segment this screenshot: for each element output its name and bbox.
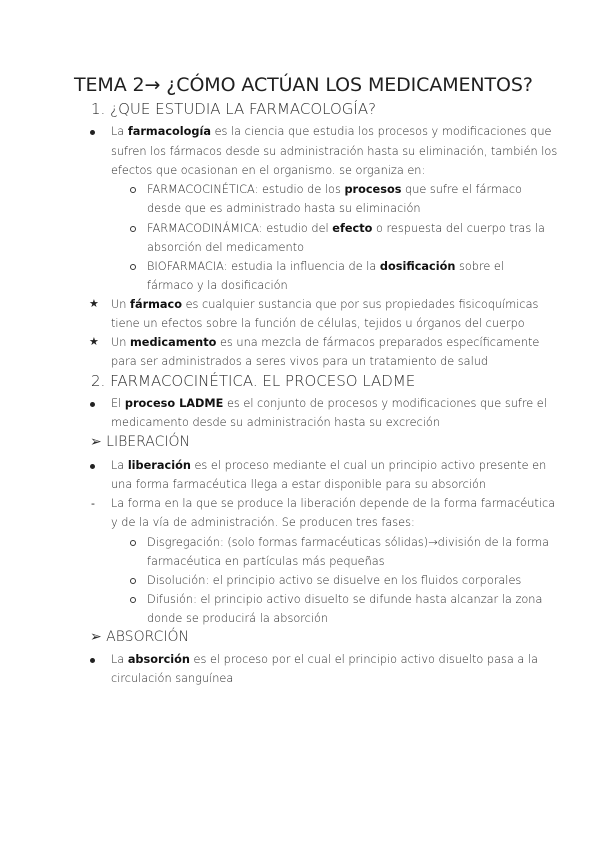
bullet-marker (90, 396, 95, 412)
bullet-marker (90, 124, 95, 140)
absorcion-heading: ➢ ABSORCIÓN (90, 629, 190, 645)
difusion-line-2: donde se producirá la absorción (147, 612, 329, 625)
section-1-heading: 1. ¿QUE ESTUDIA LA FARMACOLOGÍA? (91, 100, 377, 118)
sub-bullet-marker (130, 535, 136, 551)
farmacologia-definition-line-1: La farmacología es la ciencia que estudia los procesos y modificaciones que (111, 125, 552, 138)
sub-bullet-marker (130, 259, 136, 275)
farmacocinetica-line-2: desde que es administrado hasta su eliminación (147, 202, 421, 215)
medicamento-definition-line-2: para ser administrados a seres vivos para un tratamiento de salud (111, 355, 489, 368)
disgregacion-line-1: Disgregación: (solo formas farmacéuticas sólidas)→división de la forma (147, 536, 550, 549)
star-icon: ★ (89, 297, 99, 310)
sub-bullet-marker (130, 573, 136, 589)
dash-marker: - (91, 497, 95, 510)
ladme-definition-line-1: El proceso LADME es el conjunto de procesos y modificaciones que sufre el (111, 397, 547, 410)
disolucion-line-1: Disolución: el principio activo se disuelve en los fluidos corporales (147, 574, 522, 587)
farmacodinamica-line-1: FARMACODINÁMICA: estudio del efecto o respuesta del cuerpo tras la (147, 222, 545, 235)
bullet-marker (90, 458, 95, 474)
liberacion-form-line-1: La forma en la que se produce la liberación depende de la forma farmacéutica (111, 497, 556, 510)
section-2-heading: 2. FARMACOCINÉTICA. EL PROCESO LADME (91, 372, 416, 390)
liberacion-form-line-2: y de la vía de administración. Se producen tres fases: (111, 516, 415, 529)
liberacion-definition-line-2: una forma farmacéutica llega a estar disponible para su absorción (111, 478, 487, 491)
difusion-line-1: Difusión: el principio activo disuelto se difunde hasta alcanzar la zona (147, 593, 543, 606)
biofarmacia-line-1: BIOFARMACIA: estudia la influencia de la dosificación sobre el (147, 260, 505, 273)
farmaco-definition-line-2: tiene un efectos sobre la función de células, tejidos u órganos del cuerpo (111, 317, 525, 330)
biofarmacia-line-2: fármaco y la dosificación (147, 279, 288, 292)
bullet-marker (90, 652, 95, 668)
farmacocinetica-line-1: FARMACOCINÉTICA: estudio de los procesos que sufre el fármaco (147, 183, 522, 196)
farmaco-definition-line-1: Un fármaco es cualquier sustancia que por sus propiedades fisicoquímicas (111, 298, 539, 311)
farmacodinamica-line-2: absorción del medicamento (147, 241, 305, 254)
sub-bullet-marker (130, 182, 136, 198)
absorcion-definition-line-2: circulación sanguínea (111, 672, 234, 685)
absorcion-definition-line-1: La absorción es el proceso por el cual el principio activo disuelto pasa a la (111, 653, 538, 666)
liberacion-heading: ➢ LIBERACIÓN (90, 434, 191, 450)
page-title: TEMA 2→ ¿CÓMO ACTÚAN LOS MEDICAMENTOS? (74, 74, 533, 96)
sub-bullet-marker (130, 221, 136, 237)
star-icon: ★ (89, 335, 99, 348)
ladme-definition-line-2: medicamento desde su administración hasta su excreción (111, 416, 440, 429)
disgregacion-line-2: farmacéutica en partículas más pequeñas (147, 555, 385, 568)
liberacion-definition-line-1: La liberación es el proceso mediante el cual un principio activo presente en (111, 459, 547, 472)
medicamento-definition-line-1: Un medicamento es una mezcla de fármacos preparados específicamente (111, 336, 540, 349)
farmacologia-definition-line-3: efectos que ocasionan en el organismo. se organiza en: (111, 164, 426, 177)
sub-bullet-marker (130, 592, 136, 608)
farmacologia-definition-line-2: sufren los fármacos desde su administración hasta su eliminación, también los (111, 145, 558, 158)
